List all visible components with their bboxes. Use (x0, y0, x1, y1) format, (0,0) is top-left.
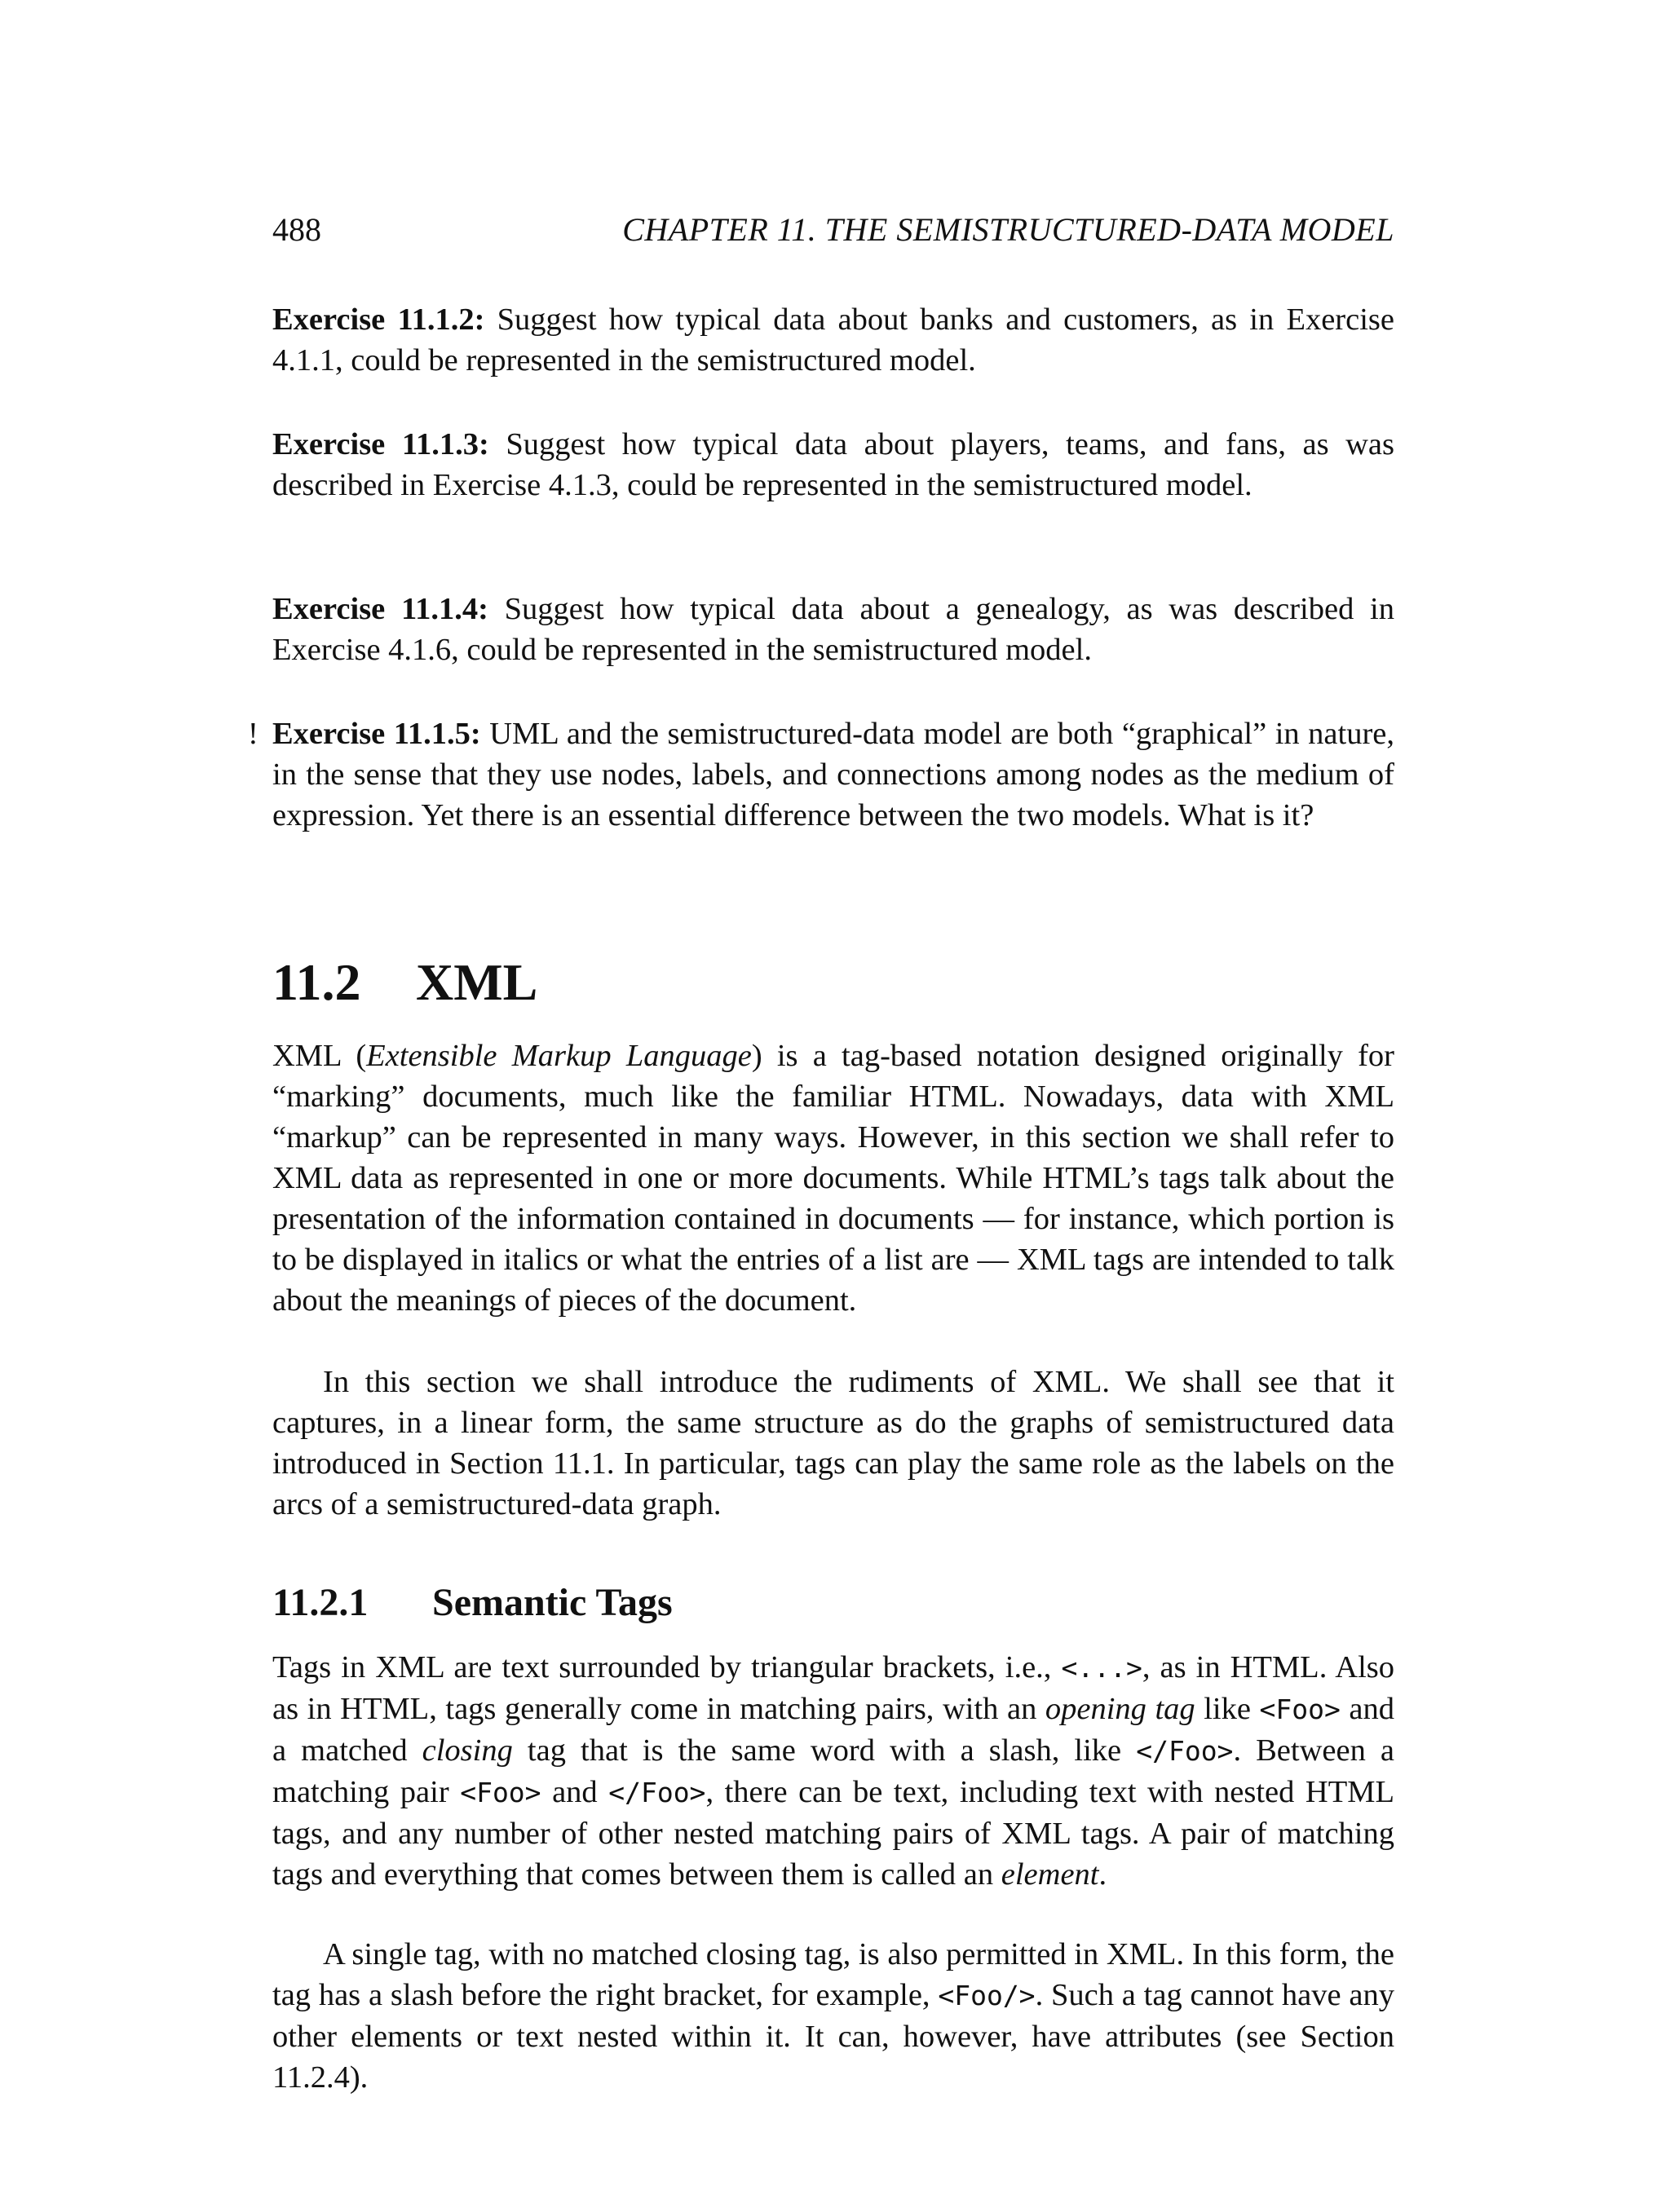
section-heading (272, 950, 537, 1015)
exercise-11-1-4 (272, 589, 1394, 670)
text-run: like (1195, 1692, 1260, 1726)
emphasized-term: closing (422, 1733, 513, 1768)
text-run: A single tag, with no matched closing tag, is also permitted in XML. In this form, the tag has a slash before the right bracket, for example, (272, 1937, 1394, 2012)
exercise-11-1-3 (272, 424, 1394, 506)
section-paragraph-2 (272, 1362, 1394, 1525)
text-run: . (1098, 1857, 1107, 1892)
text-run: , there can be text, including text with nested HTML tags, and any number of other nested matching pairs of XML tags. A pair of matching tags and everything that comes between them is called an (272, 1775, 1394, 1892)
exercise-text: Suggest how typical data about banks and customers, as in Exercise 4.1.1, could be represented in the semistructured model. (272, 302, 1394, 377)
code-snippet: <...> (1061, 1652, 1142, 1684)
chapter-title: CHAPTER 11. THE SEMISTRUCTURED-DATA MODEL (622, 211, 1394, 248)
section-number: 11.2 (272, 953, 361, 1011)
subsection-number: 11.2.1 (272, 1581, 369, 1624)
exercise-11-1-2 (272, 299, 1394, 381)
section-paragraph-1 (272, 1035, 1394, 1321)
exercise-label: Exercise 11.1.4: (272, 592, 488, 626)
code-snippet: <Foo/> (938, 1980, 1036, 2011)
exercise-label: Exercise 11.1.5: (272, 717, 481, 751)
code-snippet: <Foo> (1259, 1693, 1341, 1725)
subsection-paragraph-2 (272, 1934, 1394, 2098)
subsection-heading (272, 1578, 673, 1627)
code-snippet: </Foo> (1136, 1735, 1234, 1767)
exercise-text: Suggest how typical data about a genealogy, as was described in Exercise 4.1.6, could be represented in the semistructured model. (272, 592, 1394, 667)
text-run: XML ( (272, 1039, 367, 1073)
text-run: . Between a matching pair (272, 1733, 1394, 1809)
exercise-label: Exercise 11.1.3: (272, 427, 489, 461)
section-title: XML (416, 953, 538, 1011)
text-run: In this section we shall introduce the rudiments of XML. We shall see that it captures, in a linear form, the same structure as do the graphs of semistructured data introduced in Section 11.1. In particular, tags can play the same role as the labels on the arcs of a semistructured-data graph. (272, 1365, 1394, 1521)
code-snippet: </Foo> (608, 1777, 706, 1808)
text-run: tag that is the same word with a slash, like (512, 1733, 1137, 1768)
difficulty-marker: ! (248, 717, 258, 751)
subsection-paragraph-1 (272, 1647, 1394, 1895)
text-run: and a matched (272, 1692, 1395, 1768)
subsection-title: Semantic Tags (432, 1581, 673, 1624)
exercise-label: Exercise 11.1.2: (272, 302, 485, 337)
emphasized-term: element (1001, 1857, 1099, 1892)
exercise-11-1-5 (248, 713, 1394, 836)
page-number: 488 (272, 211, 321, 248)
emphasized-term: Extensible Markup Language (366, 1039, 752, 1073)
text-run: ) is a tag-based notation designed originally for “marking” documents, much like the familiar HTML. Nowadays, data with XML “markup” can be represented in many ways. However, in this section we shall refer to XML data as represented in one or more documents. While HTML’s tags talk about the presentation of the information contained in documents — for instance, which portion is to be displayed in italics or what the entries of a list are — XML tags are intended to talk about the meanings of pieces of the document. (272, 1039, 1394, 1318)
text-run: Tags in XML are text surrounded by triangular brackets, i.e., (272, 1650, 1062, 1684)
text-run: . Such a tag cannot have any other elements or text nested within it. It can, however, have attributes (see Section 11.2.4). (272, 1978, 1394, 2095)
running-head (272, 210, 1394, 251)
exercise-text: Suggest how typical data about players, teams, and fans, as was described in Exercise 4.1.3, could be represented in the semistructured model. (272, 427, 1394, 502)
code-snippet: <Foo> (460, 1777, 541, 1808)
text-run: , as in HTML. Also as in HTML, tags generally come in matching pairs, with an (272, 1650, 1394, 1726)
emphasized-term: opening tag (1045, 1692, 1195, 1726)
text-run: and (541, 1775, 609, 1809)
exercise-text: UML and the semistructured-data model are both “graphical” in nature, in the sense that they use nodes, labels, and connections among nodes as the medium of expression. Yet there is an essential difference between the two models. What is it? (272, 717, 1394, 832)
